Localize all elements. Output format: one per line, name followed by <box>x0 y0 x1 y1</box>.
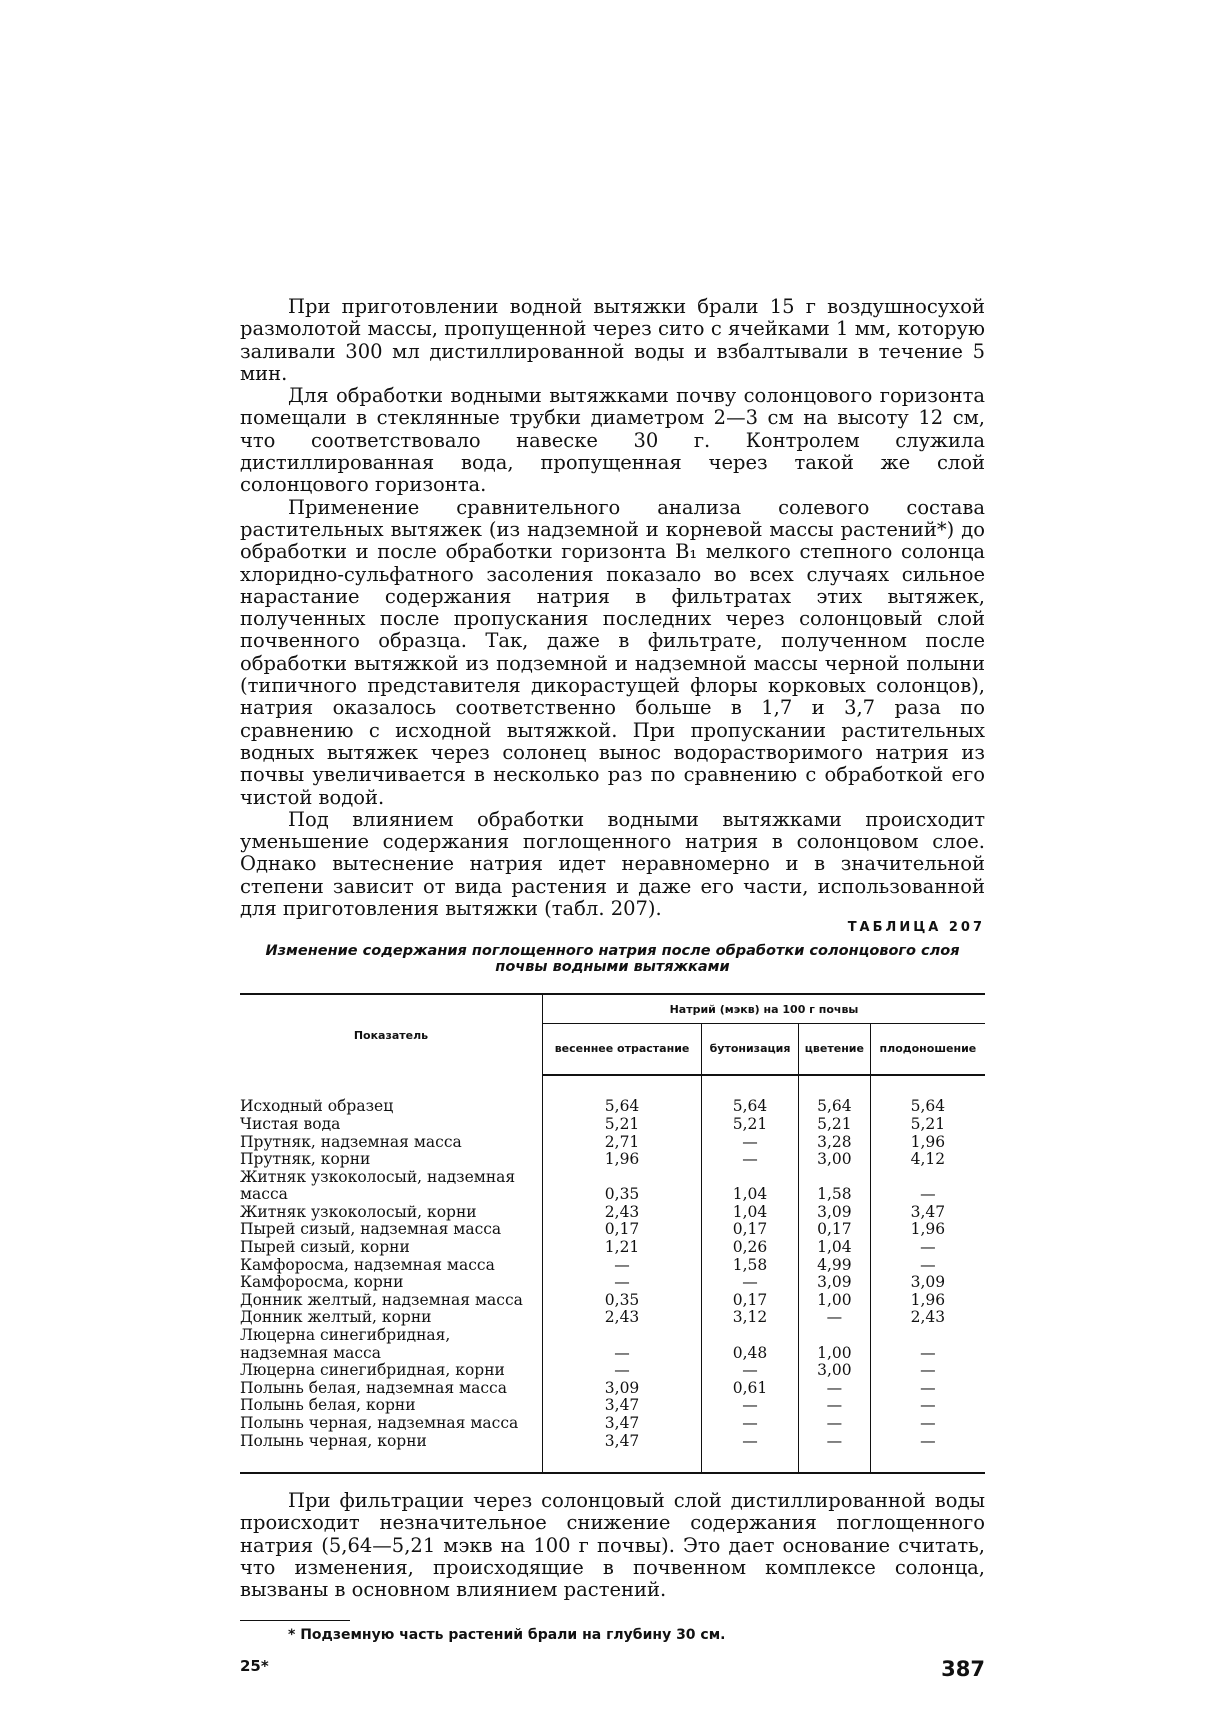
row-value: 5,64 <box>798 1098 870 1116</box>
row-value: — <box>798 1433 870 1451</box>
row-value: 0,17 <box>543 1221 702 1239</box>
row-value: 1,00 <box>798 1327 870 1362</box>
signature-mark: 25* <box>240 1657 269 1675</box>
row-value: — <box>798 1380 870 1398</box>
paragraph-1: При приготовлении водной вытяжки брали 15 г воздушносухой размолотой массы, пропущенной через сито с ячейками 1 мм, которую заливали 300 мл дистиллированной воды и взбалтывали в течение 5 мин. <box>240 295 985 385</box>
row-value: — <box>920 1238 936 1257</box>
row-indicator: Полынь белая, корни <box>240 1397 543 1415</box>
row-value: 5,64 <box>910 1097 946 1116</box>
row-indicator: Донник желтый, надземная масса <box>240 1292 543 1310</box>
row-value: 0,35 <box>543 1292 702 1310</box>
table-row <box>240 1169 985 1204</box>
row-value: 3,47 <box>910 1202 946 1221</box>
table-row <box>240 1221 985 1239</box>
row-indicator: Житняк узкоколосый, корни <box>240 1204 543 1222</box>
table-row <box>240 1098 985 1116</box>
row-indicator: Люцерна синегибридная, корни <box>240 1362 543 1380</box>
row-value: 1,04 <box>702 1204 799 1222</box>
row-value: — <box>543 1362 702 1380</box>
row-value: 1,96 <box>910 1290 946 1309</box>
row-indicator: Камфоросма, корни <box>240 1274 543 1292</box>
table-header <box>240 994 985 1075</box>
paragraph-3: Применение сравнительного анализа солевого состава растительных вытяжек (из надземной и корневой массы растений*) до обработки и после обработки горизонта B₁ мелкого степного солонца хлоридно-сульфатного засоления показало во всех случаях сильное нарастание содержания натрия в фильтратах этих вытяжек, полученных после пропускания последних через солонцовый слой почвенного образца. Так, даже в фильтрате, полученном после обработки вытяжкой из подземной и надземной массы черной полыни (типичного представителя дикорастущей флоры корковых солонцов), натрия оказалось соответственно больше в 1,7 и 3,7 раза по сравнению с исходной вытяжкой. При пропускании растительных водных вытяжек через солонец вынос водорастворимого натрия из почвы увеличивается в несколько раз по сравнению с обработкой его чистой водой. <box>240 495 985 809</box>
table-row <box>240 1380 985 1398</box>
row-value: 5,21 <box>702 1116 799 1134</box>
row-value: 1,58 <box>702 1257 799 1275</box>
paragraph-after-table: При фильтрации через солонцовый слой дистиллированной воды происходит незначительное снижение содержания поглощенного натрия (5,64—5,21 мэкв на 100 г почвы). Это дает основание считать, что изменения, происходящие в почвенном комплексе солонца, вызваны в основном влиянием растений. <box>240 1489 985 1602</box>
data-table <box>240 993 985 1474</box>
row-value: 1,96 <box>910 1132 946 1151</box>
row-indicator: Прутняк, корни <box>240 1151 543 1169</box>
row-value: — <box>798 1397 870 1415</box>
header-sodium-group: Натрий (мэкв) на 100 г почвы <box>543 994 986 1024</box>
row-value: — <box>920 1414 936 1432</box>
row-value: 5,21 <box>543 1116 702 1134</box>
table-row <box>240 1116 985 1134</box>
header-fruiting: плодоношение <box>870 1024 985 1076</box>
row-value: — <box>798 1309 870 1327</box>
row-value: 0,17 <box>702 1221 799 1239</box>
row-value: — <box>543 1274 702 1292</box>
row-value: 2,43 <box>910 1308 946 1327</box>
row-indicator: Полынь черная, корни <box>240 1433 543 1451</box>
row-value: — <box>920 1185 936 1204</box>
table-row <box>240 1362 985 1380</box>
header-budding: бутонизация <box>702 1024 799 1076</box>
footnote: * Подземную часть растений брали на глубину 30 см. <box>288 1626 726 1643</box>
footnote-divider <box>240 1620 350 1621</box>
row-value: 2,43 <box>543 1204 702 1222</box>
header-indicator: Показатель <box>240 994 543 1075</box>
paragraph-4: Под влиянием обработки водными вытяжками происходит уменьшение содержания поглощенного натрия в солонцовом слое. Однако вытеснение натрия идет неравномерно и в значительной степени зависит от вида растения и даже его части, использованной для приготовления вытяжки (табл. 207). <box>240 807 985 921</box>
table-row <box>240 1433 985 1451</box>
row-indicator: Донник желтый, корни <box>240 1309 543 1327</box>
table-body <box>240 1075 985 1473</box>
row-value: 4,12 <box>910 1150 946 1169</box>
row-value: — <box>920 1396 936 1415</box>
row-indicator: Исходный образец <box>240 1098 543 1116</box>
row-value: — <box>702 1151 799 1169</box>
table-row <box>240 1415 985 1433</box>
row-value: — <box>702 1433 799 1451</box>
table-row <box>240 1134 985 1152</box>
table-row <box>240 1151 985 1169</box>
row-value: 2,43 <box>543 1309 702 1327</box>
row-value: 0,48 <box>702 1327 799 1362</box>
row-indicator: Житняк узкоколосый, надземная масса <box>240 1169 543 1204</box>
row-value: 2,71 <box>543 1134 702 1152</box>
row-value: 1,04 <box>798 1239 870 1257</box>
page-number: 387 <box>941 1657 985 1681</box>
table-row <box>240 1327 985 1362</box>
table-label: ТАБЛИЦА 207 <box>847 920 985 936</box>
row-indicator: Пырей сизый, корни <box>240 1239 543 1257</box>
row-value: — <box>702 1397 799 1415</box>
row-value: 1,96 <box>910 1220 946 1239</box>
table-caption: Изменение содержания поглощенного натрия после обработки солонцового слоя почвы водными вытяжками <box>265 943 960 976</box>
row-value: 0,61 <box>702 1380 799 1398</box>
row-value: 5,64 <box>702 1098 799 1116</box>
row-indicator: Полынь черная, надземная масса <box>240 1415 543 1433</box>
row-value: 0,17 <box>798 1221 870 1239</box>
header-flowering: цветение <box>798 1024 870 1076</box>
row-value: 0,35 <box>543 1169 702 1204</box>
row-value: — <box>702 1362 799 1380</box>
row-value: — <box>920 1255 936 1274</box>
table-row <box>240 1309 985 1327</box>
row-value: 1,00 <box>798 1292 870 1310</box>
row-value: 1,58 <box>798 1169 870 1204</box>
table-row <box>240 1257 985 1275</box>
row-value: — <box>702 1274 799 1292</box>
row-value: 3,12 <box>702 1309 799 1327</box>
table-row <box>240 1239 985 1257</box>
row-value: — <box>702 1415 799 1433</box>
row-value: 5,21 <box>798 1116 870 1134</box>
row-value: — <box>702 1134 799 1152</box>
row-value: 3,47 <box>543 1397 702 1415</box>
row-value: 4,99 <box>798 1257 870 1275</box>
row-value: 0,17 <box>702 1292 799 1310</box>
row-value: 3,09 <box>910 1273 946 1292</box>
table-row <box>240 1274 985 1292</box>
row-value: 1,21 <box>543 1239 702 1257</box>
row-value: — <box>920 1361 936 1380</box>
row-value: — <box>543 1257 702 1275</box>
row-value: 3,09 <box>798 1274 870 1292</box>
row-value: — <box>920 1378 936 1397</box>
row-indicator: Полынь белая, надземная масса <box>240 1380 543 1398</box>
row-value: — <box>543 1327 702 1362</box>
row-value: 3,47 <box>543 1415 702 1433</box>
row-indicator: Чистая вода <box>240 1116 543 1134</box>
row-value: 3,09 <box>543 1380 702 1398</box>
row-indicator: Камфоросма, надземная масса <box>240 1257 543 1275</box>
page-body <box>240 295 985 1681</box>
row-indicator: Люцерна синегибридная, надземная масса <box>240 1327 543 1362</box>
paragraph-2: Для обработки водными вытяжками почву солонцового горизонта помещали в стеклянные трубки диаметром 2—3 см на высоту 12 см, что соответствовало навеске 30 г. Контролем служила дистиллированная вода, пропущенная через такой же слой солонцового горизонта. <box>240 384 985 497</box>
row-value: 3,00 <box>798 1362 870 1380</box>
row-value: 3,47 <box>543 1433 702 1451</box>
row-indicator: Пырей сизый, надземная масса <box>240 1221 543 1239</box>
row-value: 5,64 <box>543 1098 702 1116</box>
row-value: 1,04 <box>702 1169 799 1204</box>
table-row <box>240 1292 985 1310</box>
row-value: — <box>920 1343 936 1362</box>
row-value: 3,00 <box>798 1151 870 1169</box>
row-value: 5,21 <box>910 1114 946 1133</box>
table-row <box>240 1204 985 1222</box>
row-value: — <box>798 1415 870 1433</box>
header-spring-regrowth: весеннее отрастание <box>543 1024 702 1076</box>
row-indicator: Прутняк, надземная масса <box>240 1134 543 1152</box>
table-row <box>240 1397 985 1415</box>
row-value: — <box>920 1431 936 1450</box>
row-value: 1,96 <box>543 1151 702 1169</box>
row-value: 3,09 <box>798 1204 870 1222</box>
row-value: 0,26 <box>702 1239 799 1257</box>
row-value: 3,28 <box>798 1134 870 1152</box>
